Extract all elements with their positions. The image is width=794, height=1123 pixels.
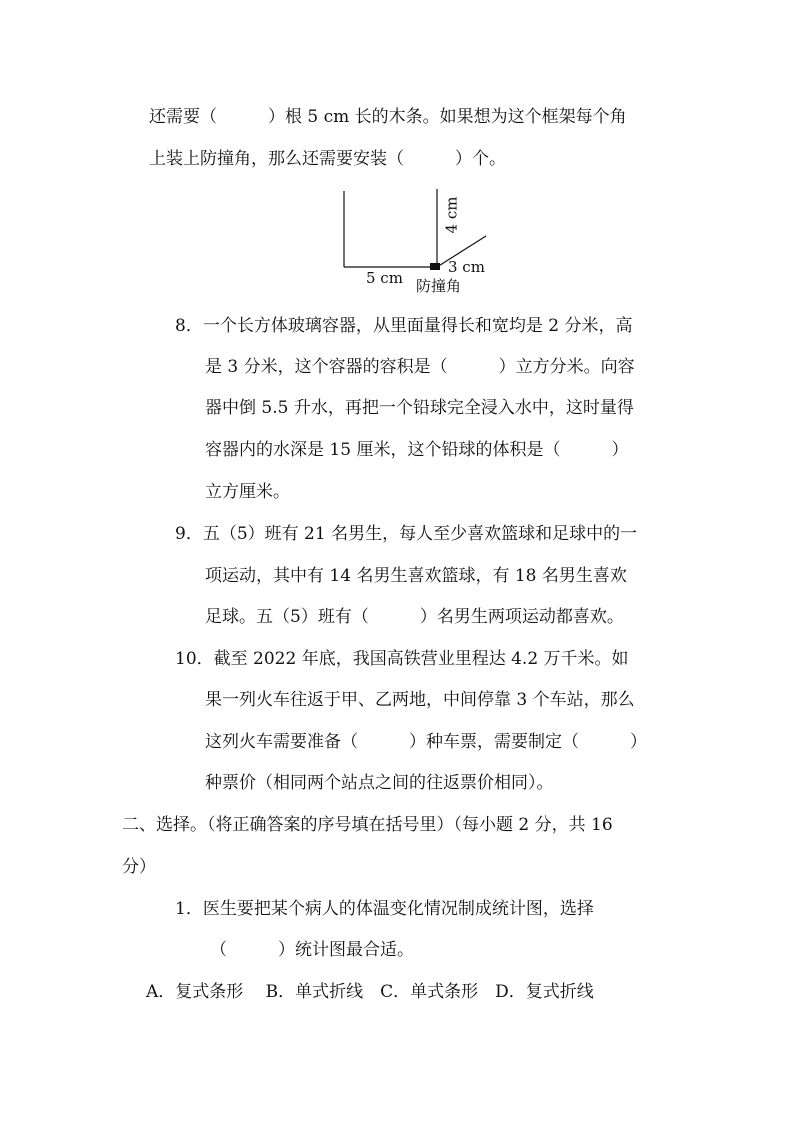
intro-line-2: 上装上防撞角，那么还需要安装（ ）个。: [149, 149, 506, 169]
corner-guard-marker: [430, 263, 440, 270]
q9-line-3: 足球。五（5）班有（ ）名男生两项运动都喜欢。: [205, 607, 624, 627]
q10-line-2: 果一列火车往返于甲、乙两地，中间停靠 3 个车站，那么: [205, 690, 635, 710]
frame-figure: [330, 185, 500, 297]
q9-line-2: 项运动，其中有 14 名男生喜欢篮球，有 18 名男生喜欢: [205, 566, 627, 586]
s2q1-line-1: 1．医生要把某个病人的体温变化情况制成统计图，选择: [175, 899, 594, 919]
frame-diagram: [330, 185, 500, 297]
label-3cm: 3 cm: [448, 258, 485, 276]
s2q1-line-2: （ ）统计图最合适。: [210, 940, 414, 960]
intro-line-1: 还需要（ ）根 5 cm 长的木条。如果想为这个框架每个角: [149, 107, 627, 127]
q8-line-5: 立方厘米。: [205, 482, 290, 502]
q8-line-2: 是 3 分米，这个容器的容积是（ ）立方分米。向容: [205, 357, 635, 377]
label-4cm: 4 cm: [442, 196, 461, 234]
s2q1-options: A．复式条形 B．单式折线 C．单式条形 D．复式折线: [146, 982, 594, 1002]
q10-line-1: 10．截至 2022 年底，我国高铁营业里程达 4.2 万千米。如: [175, 649, 629, 669]
q10-line-4: 种票价（相同两个站点之间的往返票价相同）。: [205, 773, 554, 793]
section2-heading-line-1: 二、选择。（将正确答案的序号填在括号里）（每小题 2 分，共 16: [122, 815, 613, 835]
section2-heading-line-2: 分）: [122, 857, 156, 877]
label-corner-guard: 防撞角: [416, 277, 462, 295]
q8-line-4: 容器内的水深是 15 厘米，这个铅球的体积是（ ）: [205, 440, 629, 460]
q10-line-3: 这列火车需要准备（ ）种车票，需要制定（ ）: [205, 732, 647, 752]
label-5cm: 5 cm: [366, 269, 403, 287]
q9-line-1: 9．五（5）班有 21 名男生，每人至少喜欢篮球和足球中的一: [175, 524, 638, 544]
q8-line-1: 8．一个长方体玻璃容器，从里面量得长和宽均是 2 分米，高: [175, 316, 633, 336]
q8-line-3: 器中倒 5.5 升水，再把一个铅球完全浸入水中，这时量得: [205, 398, 634, 418]
